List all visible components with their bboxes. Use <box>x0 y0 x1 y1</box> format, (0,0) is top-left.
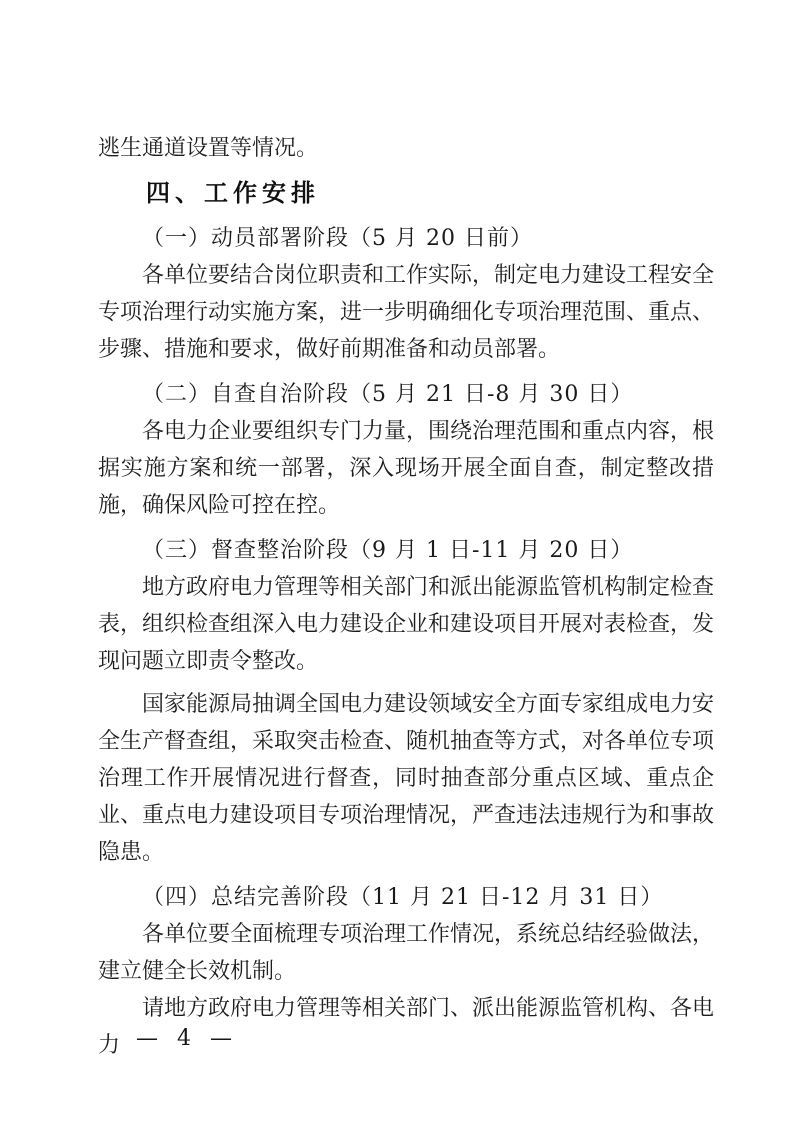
subsection-2-heading: （二）自查自治阶段（5 月 21 日-8 月 30 日） <box>142 382 634 407</box>
document-body <box>98 130 714 1064</box>
subsection-2-paragraph: 各电力企业要组织专门力量，围绕治理范围和重点内容，根据实施方案和统一部署，深入现场开展全面自查，制定整改措施，确保风险可控在控。 <box>98 419 715 518</box>
section-heading: 四、工作安排 <box>146 179 320 207</box>
subsection-3-paragraph-1: 地方政府电力管理等相关部门和派出能源监管机构制定检查表，组织检查组深入电力建设企业和建设项目开展对表检查，发现问题立即责令整改。 <box>98 575 715 674</box>
subsection-1-heading: （一）动员部署阶段（5 月 20 日前） <box>142 226 533 251</box>
subsection-1-paragraph: 各单位要结合岗位职责和工作实际，制定电力建设工程安全专项治理行动实施方案，进一步明确细化专项治理范围、重点、步骤、措施和要求，做好前期准备和动员部署。 <box>98 263 715 362</box>
subsection-4-paragraph-2: 请地方政府电力管理等相关部门、派出能源监管机构、各电力 <box>98 996 715 1058</box>
page-number: — 4 — <box>136 1026 238 1051</box>
subsection-4-paragraph-1: 各单位要全面梳理专项治理工作情况，系统总结经验做法，建立健全长效机制。 <box>98 922 715 984</box>
continuation-line: 逃生通道设置等情况。 <box>98 136 319 161</box>
subsection-3-paragraph-2: 国家能源局抽调全国电力建设领域安全方面专家组成电力安全生产督查组，采取突击检查、随机抽查等方式，对各单位专项治理工作开展情况进行督查，同时抽查部分重点区域、重点企业、重点电力建设项目专项治理情况，严查违法违规行为和事故隐患。 <box>98 692 715 865</box>
subsection-4-heading: （四）总结完善阶段（11 月 21 日-12 月 31 日） <box>142 885 664 910</box>
subsection-3-heading: （三）督查整治阶段（9 月 1 日-11 月 20 日） <box>142 538 634 563</box>
